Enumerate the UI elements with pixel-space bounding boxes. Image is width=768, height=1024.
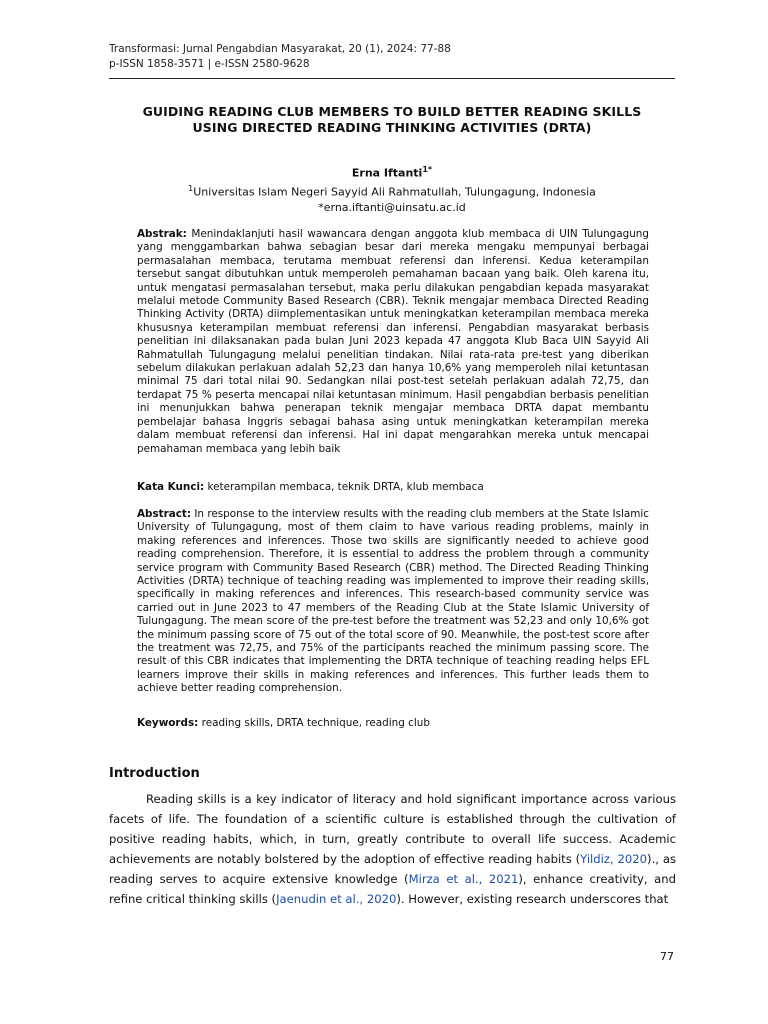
title-line-1: GUIDING READING CLUB MEMBERS TO BUILD BETTER READING SKILLS — [142, 104, 642, 119]
abstract-label: Abstract: — [137, 508, 192, 520]
paper-title — [100, 104, 684, 136]
keywords-english — [137, 717, 657, 730]
running-head — [109, 42, 451, 72]
kata-kunci-label: Kata Kunci: — [137, 481, 205, 493]
issn-line: p-ISSN 1858-3571 | e-ISSN 2580-9628 — [109, 58, 310, 70]
abstrak-text: Menindaklanjuti hasil wawancara dengan anggota klub membaca di UIN Tulungagung yang menggambarkan bahwa sebagian besar dari mereka mengaku mempunyai berbagai permasalahan membaca, terutama membuat referensi dan inferensi. Kedua keterampilan tersebut sangat dibutuhkan untuk memperoleh pemahaman bacaan yang baik. Oleh karena itu, untuk mengatasi permasalahan tersebut, maka perlu dilakukan pengabdian kepada masyarakat melalui metode Community Based Research (CBR). Teknik mengajar membaca Directed Reading Thinking Activity (DRTA) diimplementasikan untuk meningkatkan keterampilan membaca mereka khususnya keterampilan membuat referensi dan inferensi. Pengabdian masyarakat berbasis penelitian ini dilaksanakan pada bulan Juni 2023 kepada 47 anggota Klub Baca UIN Sayyid Ali Rahmatullah Tulungagung melalui penelitian tindakan. Nilai rata-rata pre-test yang diberikan sebelum dilakukan perlakuan adalah 52,23 dan hanya 10,6% yang memperoleh nilai ketuntasan minimal 75 dari total nilai 90. Sedangkan nilai post-test setelah perlakuan adalah 72,75, dan terdapat 75 % peserta mencapai nilai ketuntasan minimum. Hasil pengabdian berbasis penelitian ini menunjukkan bahwa penerapan teknik mengajar membaca DRTA dapat membantu pembelajar bahasa Inggris sebagai bahasa asing untuk meningkatkan keterampilan mereka dalam membuat referensi dan inferensi. Hal ini dapat mengarahkan mereka untuk mencapai pemahaman membaca yang lebih baik — [137, 228, 649, 455]
citation-yildiz[interactable]: Yildiz, 2020 — [580, 852, 648, 866]
author-affiliation: $^1$Universitas Islam Negeri Sayyid Ali Rahmatullah, Tulungagung, Indonesia — [188, 184, 596, 199]
citation-jaenudin[interactable]: Jaenudin et al., 2020 — [276, 892, 397, 906]
author-block — [100, 162, 684, 216]
citation-mirza[interactable]: Mirza et al., 2021 — [408, 872, 519, 886]
affiliation-superscript: 1 — [188, 184, 194, 194]
keywords-label: Keywords: — [137, 717, 199, 729]
author-name: Erna Iftanti$^{1*}$ — [351, 165, 433, 180]
keywords-text: reading skills, DRTA technique, reading club — [198, 717, 430, 729]
journal-citation: Transformasi: Jurnal Pengabdian Masyarakat, 20 (1), 2024: 77-88 — [109, 43, 451, 55]
abstrak-label: Abstrak: — [137, 228, 187, 240]
author-email[interactable]: *erna.iftanti@uinsatu.ac.id — [318, 201, 466, 215]
keywords-indonesian — [137, 481, 657, 494]
author-superscript: 1* — [422, 165, 433, 174]
title-line-2: USING DIRECTED READING THINKING ACTIVITIES (DRTA) — [192, 120, 592, 135]
introduction-heading: Introduction — [109, 766, 200, 781]
kata-kunci-text: keterampilan membaca, teknik DRTA, klub membaca — [204, 481, 484, 493]
header-rule — [109, 78, 675, 79]
introduction-paragraph: Reading skills is a key indicator of literacy and hold significant importance across various facets of life. The foundation of a scientific culture is established through the cultivation of positive reading habits, which, in turn, greatly contribute to overall life success. Academic achievements are notably bolstered by the adoption of effective reading habits (Yildiz, 2020)., as reading serves to acquire extensive knowledge (Mirza et al., 2021), enhance creativity, and refine critical thinking skills (Jaenudin et al., 2020). However, existing research underscores that — [109, 792, 676, 906]
abstract-text: In response to the interview results with the reading club members at the State Islamic University of Tulungagung, most of them claim to have various reading problems, mainly in making references and inferences. Those two skills are significantly needed to achieve good reading comprehension. Therefore, it is essential to address the problem through a community service program with Community Based Research (CBR) method. The Directed Reading Thinking Activities (DRTA) technique of teaching reading was implemented to improve their reading skills, specifically in making references and inferences. This research-based community service was carried out in June 2023 to 47 members of the Reading Club at the State Islamic University of Tulungagung. The mean score of the pre-test before the treatment was 52,23 and only 10,6% got the minimum passing score of 75 out of the total score of 90. Meanwhile, the post-test score after the treatment was 72,75, and 75% of the participants reached the minimum passing score. The result of this CBR indicates that implementing the DRTA technique of teaching reading helps EFL learners improve their skills in making references and inferences. This further leads them to achieve better reading comprehension. — [137, 508, 649, 695]
abstract-indonesian — [137, 228, 649, 456]
abstract-english — [137, 508, 649, 696]
page-number: 77 — [660, 950, 674, 963]
